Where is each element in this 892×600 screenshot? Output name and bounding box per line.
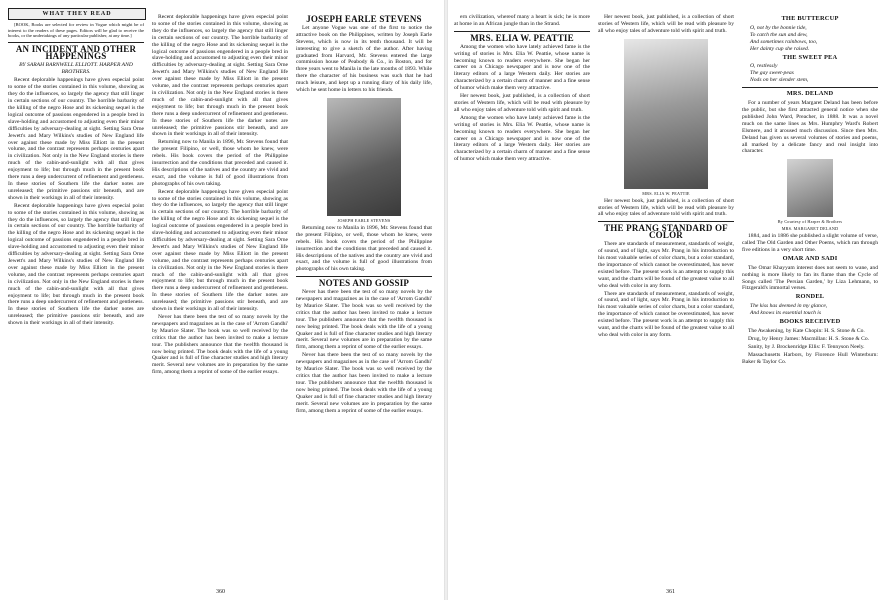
article-title: OMAR AND SADI — [782, 254, 838, 262]
left-page — [0, 0, 444, 600]
article-body-cont: 1884, and in 1886 she published a slight volume of verse, called The Old Garden and Other Poems, which ran through five editions in a very short time. — [742, 233, 878, 253]
article-body-cont: Returning now to Manila in 1896, Mr. Stevens found that the present Filipino, or well, those whom he knew, were rebels. His book covers the period of the Philippine insurrection and the conditions that preceded and caused it. His descriptions of the natives and the country are vivid and exact, and the volume is full of good illustrations from photographs of his own taking. — [152, 139, 288, 187]
poem-line: O, not by the bonnie tide, — [750, 24, 807, 31]
article-title: MRS. ELIA W. PEATTIE — [470, 32, 574, 43]
divider — [742, 87, 878, 88]
poem-title: THE BUTTERCUP — [781, 15, 839, 22]
article-title: AN INCIDENT AND OTHER HAPPENINGS — [15, 43, 137, 61]
article-title: JOSEPH EARLE STEVENS — [306, 14, 422, 24]
article-body-cont: Returning now to Manila in 1896, Mr. Stevens found that the present Filipino, or well, those whom he knew, were rebels. His book covers the period of the Philippine insurrection and the conditions that preceded and caused it. His descriptions of the natives and the country are vivid and exact, and the volume is full of good illustrations from photographs of his own taking. — [296, 224, 432, 273]
photo-credit: By Courtesy of Harper & Brothers — [777, 219, 843, 225]
article-body-cont: Her newest book, just published, is a collection of short stories of Western life, which will be read with pleasure by all who enjoy tales of adventure told with spirit and truth. — [598, 197, 734, 218]
poem-line: To catch the sun and dew, — [750, 31, 808, 38]
right-column-1 — [454, 14, 590, 586]
article-title: BOOKS RECEIVED — [779, 318, 841, 326]
divider — [454, 31, 590, 32]
article-body-cont: There are standards of measurement, standards of weight, of sound, and of light, says Mr. Prang in his introduction to his most valuable series of color charts, but a color standard, the importance of which cannot be overestimated, has never existed before. The present work is an attempt to supply this want, and the charts will be found of the greatest value to all who deal with color in any form. — [598, 290, 734, 338]
photo-caption: JOSEPH EARLE STEVENS — [337, 217, 391, 223]
page-number: 360 — [216, 589, 225, 595]
intro-note: [BOOK, Books are selected for review in Vogue which might be of interest to the readers of these pages. Editors will be glad to receive the books, or the undertakings of any particular publisher, at any time.] — [8, 22, 144, 39]
article-title: NOTES AND GOSSIP — [318, 278, 410, 289]
article-body: Her newest book, just published, is a collection of short stories of Western life, which will be read with pleasure by all who enjoy tales of adventure told with spirit and truth. — [598, 14, 734, 34]
article-body: Recent deplorable happenings have given especial point to some of the stories contained in this volume, showing as they do the influences, so largely the agency that still linger in certain sections of our country. The horrible barbarity of the killing of the negro Hose and its sickening sequel is the logical outcome of passions engendered in a people bred in slave-holding and accustomed to adjusting even their minor difficulties by adversary-dealing at sight. Setting Sara Orne Jewett's and Mary Wilkins's studies of New England life over against these made by Miss Elliott in the present volume, and the contrast represents perhaps centuries apart in civilization. Not only in the New England stories is there much of the cabin-and-sunlight with all that gives enjoyment to life; but through much in the present book there runs a deep undercurrent of refinement and gentleness. In these stories of Southern life the darker notes are unreleased; the primitive passions stir beneath, and are shown in their workings in all of their intensity. — [8, 77, 144, 201]
article-title: MRS. DELAND — [786, 90, 834, 98]
article-body: The Omar Khayyam interest does not seem to wane, and nothing is more likely to fan its flame than the Cycle of Songs called 'The Persian Garden,' by Liza Lehmann, to Fitzgerald's immortal verses. — [742, 264, 878, 292]
poem-line: And knows its essential touch is — [750, 310, 822, 317]
poem-line: The gay sweet-peas — [750, 70, 794, 77]
article-body-cont: Never has there been the test of so many novels by the newspapers and magazines as in the case of 'Arrom Gandhi' by Maurice Slater. The book was so well received by the critics that the author has been invited to make a lecture tour. The publishers announce that the twelfth thousand is now being printed. The book deals with the life of a young Quaker and is full of fine character studies and high literary merit. Several new volumes are in preparation by the same firm, among them a reprint of some of the earlier essays. — [152, 313, 288, 376]
poem-line: Nods on her slender stem, — [750, 77, 809, 84]
right-column-2 — [598, 14, 734, 586]
poem-lines — [742, 303, 878, 317]
page-number: 361 — [666, 589, 675, 595]
book-entry: Massachusetts Harbors, by Florence Hull Winterburn: Baker & Taylor Co. — [742, 351, 878, 365]
poem-line: O, restlessly — [750, 63, 778, 70]
portrait-photo — [624, 39, 708, 189]
right-column-3 — [742, 14, 878, 586]
photo-caption: MRS. MARGARET DELAND — [781, 226, 839, 232]
book-entry: Drug, by Henry James: Macmillan: H. S. Stone & Co. — [748, 335, 870, 342]
left-column-2 — [152, 14, 288, 584]
article-body: Among the women who have lately achieved fame is the writing of stories is Mrs. Elia W. Peattie, whose name is becoming known to readers everywhere. She began her career on a Chicago newspaper and is now one of the literary editors of a large Western daily. Her stories are characterized by a certain charm of manner and a fine sense of humor which make them very attractive. — [454, 43, 590, 92]
divider — [8, 42, 144, 43]
poem-line: And sometimes rainbows, too, — [750, 38, 818, 45]
article-body: There are standards of measurement, standards of weight, of sound, and of light, says Mr. Prang in his introduction to his most valuable series of color charts, but a color standard, the importance of which cannot be overestimated, has never existed before. The present work is an attempt to supply this want, and the charts will be found of the greatest value to all who deal with color in any form. — [598, 241, 734, 289]
poem-title: THE SWEET PEA — [782, 53, 838, 61]
poem-lines — [742, 63, 878, 84]
article-body-cont: Her newest book, just published, is a collection of short stories of Western life, which will be read with pleasure by all who enjoy tales of adventure told with spirit and truth. — [454, 93, 590, 113]
portrait-photo — [787, 159, 833, 217]
poem-line: Her dainty cup she raised. — [750, 45, 810, 52]
right-page — [448, 0, 892, 600]
article-body-cont: Among the women who have lately achieved fame is the writing of stories is Mrs. Elia W. Peattie, whose name is becoming known to readers everywhere. She began her career on a Chicago newspaper and is now one of the literary editors of a large Western daily. Her stories are characterized by a certain charm of manner and a fine sense of humor which make them very attractive. — [454, 114, 590, 163]
article-body: Let anyone Vogue was one of the first to notice the attractive book on the Philippines, written by Joseph Earle Stevens, which is now in its tenth thousand. It will be interesting to give a sketch of the author. After having graduated from Harvard, Mr. Stevens entered the large commission house of Peabody & Co., in Boston, and for three years went to Manila in the late months of 1893. While there the character of his business was such that he had much leisure, and kept up a running diary of his daily life, which he sent home in letters to his friends. — [296, 24, 432, 94]
article-body: Never has there been the test of so many novels by the newspapers and magazines as in the case of 'Arrom Gandhi' by Maurice Slater. The book was so well received by the critics that the author has been invited to make a lecture tour. The publishers announce that the twelfth thousand is now being printed. The book deals with the life of a young Quaker and is full of fine character studies and high literary merit. Several new volumes are in preparation by the same firm, among them a reprint of some of the earlier essays. — [296, 289, 432, 351]
section-banner: WHAT THEY READ — [8, 8, 146, 20]
portrait-photo — [327, 98, 401, 216]
article-byline: BY SARAH BARNWELL ELLIOTT. HARPER AND BROTHERS. — [19, 61, 133, 75]
article-title: THE PRANG STANDARD OF COLOR — [604, 223, 728, 241]
left-column-3 — [296, 14, 432, 584]
divider — [296, 276, 432, 277]
article-body-cont: Recent deplorable happenings have given especial point to some of the stories contained in this volume, showing as they do the influences, so largely the agency that still linger in certain sections of our country. The horrible barbarity of the killing of the negro Hose and its sickening sequel is the logical outcome of passions engendered in a people bred in slave-holding and accustomed to adjusting even their minor difficulties by adversary-dealing at sight. Setting Sara Orne Jewett's and Mary Wilkins's studies of New England life over against these made by Miss Elliott in the present volume, and the contrast represents perhaps centuries apart in civilization. Not only in the New England stories is there much of the cabin-and-sunlight with all that gives enjoyment to life; but through much in the present book there runs a deep undercurrent of refinement and gentleness. In these stories of Southern life the darker notes are unreleased; the primitive passions stir beneath, and are shown in their workings in all of their intensity. — [152, 188, 288, 313]
book-entry: Sanity, by J. Brockenridge Ellis: F. Tennyson Neely. — [748, 343, 865, 350]
article-body: For a number of years Margaret Deland has been before the public, but she first attracted general notice when she published John Ward, Preacher, in 1888. It was a novel much on the same lines as Mrs. Humphry Ward's Robert Elsmere, and it aroused much discussion. Since then Mrs. Deland has given us several volumes of stories and poems, all marked by a delicate fancy and real insight into character. — [742, 100, 878, 155]
left-column-1 — [8, 22, 144, 582]
book-entry: The Awakening, by Kate Chopin: H. S. Stone & Co. — [748, 328, 865, 334]
article-body: ern civilization, whereof many a heart is sick; he is more at home in an African jungle than in the Strand. — [454, 14, 590, 27]
article-body-cont: Never has there been the test of so many novels by the newspapers and magazines as in the case of 'Arrom Gandhi' by Maurice Slater. The book was so well received by the critics that the author has been invited to make a lecture tour. The publishers announce that the twelfth thousand is now being printed. The book deals with the life of a young Quaker and is full of fine character studies and high literary merit. Several new volumes are in preparation by the same firm, among them a reprint of some of the earlier essays. — [296, 352, 432, 414]
article-body: Recent deplorable happenings have given especial point to some of the stories contained in this volume, showing as they do the influences, so largely the agency that still linger in certain sections of our country. The horrible barbarity of the killing of the negro Hose and its sickening sequel is the logical outcome of passions engendered in a people bred in slave-holding and accustomed to adjusting even their minor difficulties by adversary-dealing at sight. Setting Sara Orne Jewett's and Mary Wilkins's studies of New England life over against these made by Miss Elliott in the present volume, and the contrast represents perhaps centuries apart in civilization. Not only in the New England stories is there much of the cabin-and-sunlight with all that gives enjoyment to life; but through much in the present book there runs a deep undercurrent of refinement and gentleness. In these stories of Southern life the darker notes are unreleased; the primitive passions stir beneath, and are shown in their workings in all of their intensity. — [152, 14, 288, 138]
poem-title: RONDEL — [795, 293, 825, 301]
photo-caption: MRS. ELIA W. PEATTIE — [642, 190, 690, 196]
divider — [598, 221, 734, 222]
poem-line: The kiss has deemed in my glance, — [750, 303, 828, 310]
poem-lines — [742, 25, 878, 53]
article-body-cont: Recent deplorable happenings have given especial point to some of the stories contained in this volume, showing as they do the influences, so largely the agency that still linger in certain sections of our country. The horrible barbarity of the killing of the negro Hose and its sickening sequel is the logical outcome of passions engendered in a people bred in slave-holding and accustomed to adjusting even their minor difficulties by adversary-dealing at sight. Setting Sara Orne Jewett's and Mary Wilkins's studies of New England life over against these made by Miss Elliott in the present volume, and the contrast represents perhaps centuries apart in civilization. Not only in the New England stories is there much of the cabin-and-sunlight with all that gives enjoyment to life; but through much in the present book there runs a deep undercurrent of refinement and gentleness. In these stories of Southern life the darker notes are unreleased; the primitive passions stir beneath, and are shown in their workings in all of their intensity. — [8, 202, 144, 327]
